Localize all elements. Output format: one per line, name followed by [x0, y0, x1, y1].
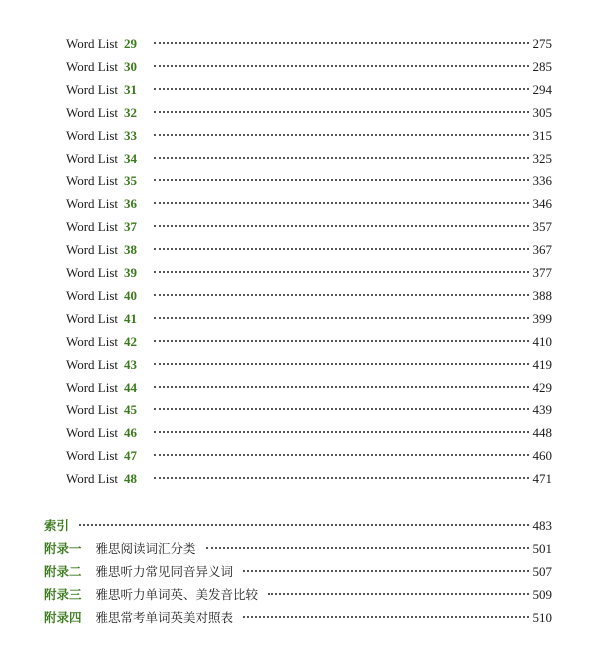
entry-label: Word List [66, 196, 119, 212]
toc-entry-word-list[interactable] [66, 378, 552, 398]
toc-entry-word-list[interactable] [66, 57, 552, 77]
appendix-title: 雅思听力单词英、美发音比较 [95, 587, 259, 602]
entry-number: 46 [124, 425, 138, 441]
toc-entry-word-list[interactable] [66, 263, 552, 283]
appendix-key: 索引 [44, 518, 70, 533]
entry-label: Word List [66, 58, 119, 74]
page-number: 346 [532, 196, 552, 212]
toc-entry-word-list[interactable] [66, 126, 552, 146]
entry-label: Word List [66, 287, 119, 303]
toc-entry-word-list[interactable] [66, 309, 552, 329]
entry-label: Word List [66, 219, 119, 235]
entry-label: Word List [66, 127, 119, 143]
entry-number: 41 [124, 310, 138, 326]
page-number: 429 [532, 379, 552, 395]
appendix-key: 附录三 [44, 587, 82, 602]
page-number: 388 [532, 287, 552, 303]
entry-label: Word List [66, 425, 119, 441]
dot-leader [154, 477, 528, 479]
dot-leader [154, 65, 528, 67]
toc-entry-appendix[interactable] [44, 607, 552, 629]
toc-entry-word-list[interactable] [66, 423, 552, 443]
dot-leader [154, 88, 528, 90]
page-number: 483 [532, 518, 552, 533]
entry-number: 33 [124, 127, 138, 143]
dot-leader [154, 225, 528, 227]
entry-label: Word List [66, 150, 119, 166]
page-number: 510 [532, 610, 552, 625]
entry-label: Word List [66, 448, 119, 464]
page-number: 509 [532, 587, 552, 602]
entry-label: Word List [66, 356, 119, 372]
entry-number: 47 [124, 448, 138, 464]
entry-number: 42 [124, 333, 138, 349]
dot-leader [154, 134, 528, 136]
dot-leader [154, 431, 528, 433]
toc-entry-word-list[interactable] [66, 446, 552, 466]
page-number: 315 [532, 127, 552, 143]
entry-label: Word List [66, 402, 119, 418]
page-number: 501 [532, 541, 552, 556]
entry-label: Word List [66, 173, 119, 189]
entry-number: 43 [124, 356, 138, 372]
page-number: 419 [532, 356, 552, 372]
entry-label: Word List [66, 265, 119, 280]
page-number: 439 [532, 402, 552, 418]
entry-number: 39 [124, 265, 138, 280]
entry-label: Word List [66, 242, 119, 258]
entry-number: 37 [124, 219, 138, 235]
toc-entry-word-list[interactable] [66, 332, 552, 352]
entry-label: Word List [66, 81, 119, 97]
toc-entry-appendix[interactable] [44, 584, 552, 606]
page-number: 336 [532, 173, 552, 189]
entry-label: Word List [66, 104, 119, 120]
page-number: 448 [532, 425, 552, 441]
page-number: 367 [532, 242, 552, 258]
dot-leader [154, 363, 528, 365]
toc-entry-word-list[interactable] [66, 80, 552, 100]
entry-label: Word List [66, 379, 119, 395]
entry-label: Word List [66, 36, 119, 51]
toc-entry-appendix[interactable] [44, 561, 552, 583]
toc-entry-word-list[interactable] [66, 194, 552, 214]
entry-number: 36 [124, 196, 138, 212]
dot-leader [243, 616, 528, 618]
appendix-title: 雅思常考单词英美对照表 [95, 610, 234, 625]
dot-leader [268, 593, 528, 595]
appendix-title: 雅思阅读词汇分类 [95, 541, 196, 556]
appendix-key: 附录二 [44, 564, 82, 579]
entry-number: 35 [124, 173, 138, 189]
page-number: 285 [532, 58, 552, 74]
page-number: 275 [532, 36, 552, 51]
toc-entry-word-list[interactable] [66, 355, 552, 375]
toc-entry-word-list[interactable] [66, 286, 552, 306]
page-number: 377 [532, 265, 552, 280]
page-number: 325 [532, 150, 552, 166]
entry-number: 40 [124, 287, 138, 303]
appendix-title: 雅思听力常见同音异义词 [95, 564, 234, 579]
entry-label: Word List [66, 310, 119, 326]
dot-leader [154, 294, 528, 296]
entry-number: 44 [124, 379, 138, 395]
entry-number: 30 [124, 58, 138, 74]
dot-leader [243, 570, 528, 572]
entry-number: 34 [124, 150, 138, 166]
toc-entry-word-list[interactable] [66, 103, 552, 123]
dot-leader [79, 524, 528, 526]
entry-number: 45 [124, 402, 138, 418]
dot-leader [154, 340, 528, 342]
page-number: 460 [532, 448, 552, 464]
dot-leader [154, 202, 528, 204]
entry-number: 38 [124, 242, 138, 258]
entry-label: Word List [66, 333, 119, 349]
dot-leader [154, 386, 528, 388]
toc-entry-word-list[interactable] [66, 400, 552, 420]
toc-entry-word-list[interactable] [66, 469, 552, 489]
dot-leader [154, 408, 528, 410]
dot-leader [154, 157, 528, 159]
appendix-key: 附录四 [44, 610, 82, 625]
toc-entry-appendix[interactable] [44, 538, 552, 560]
page-number: 357 [532, 219, 552, 235]
toc-entry-word-list[interactable] [66, 149, 552, 169]
entry-number: 32 [124, 104, 138, 120]
page-number: 294 [532, 81, 552, 97]
toc-entry-word-list[interactable] [66, 34, 552, 54]
entry-number: 31 [124, 81, 138, 97]
dot-leader [154, 454, 528, 456]
dot-leader [154, 248, 528, 250]
dot-leader [154, 179, 528, 181]
page-number: 507 [532, 564, 552, 579]
toc-entry-appendix[interactable] [44, 515, 552, 537]
entry-number: 48 [124, 471, 138, 487]
dot-leader [154, 317, 528, 319]
dot-leader [206, 547, 529, 549]
dot-leader [154, 271, 528, 273]
entry-number: 29 [124, 36, 138, 51]
page-number: 471 [532, 471, 552, 487]
page-number: 305 [532, 104, 552, 120]
dot-leader [154, 42, 528, 44]
toc-entry-word-list[interactable] [66, 240, 552, 260]
page-number: 399 [532, 310, 552, 326]
appendix-key: 附录一 [44, 541, 82, 556]
page-number: 410 [532, 333, 552, 349]
entry-label: Word List [66, 471, 119, 487]
toc-entry-word-list[interactable] [66, 171, 552, 191]
toc-entry-word-list[interactable] [66, 217, 552, 237]
dot-leader [154, 111, 528, 113]
